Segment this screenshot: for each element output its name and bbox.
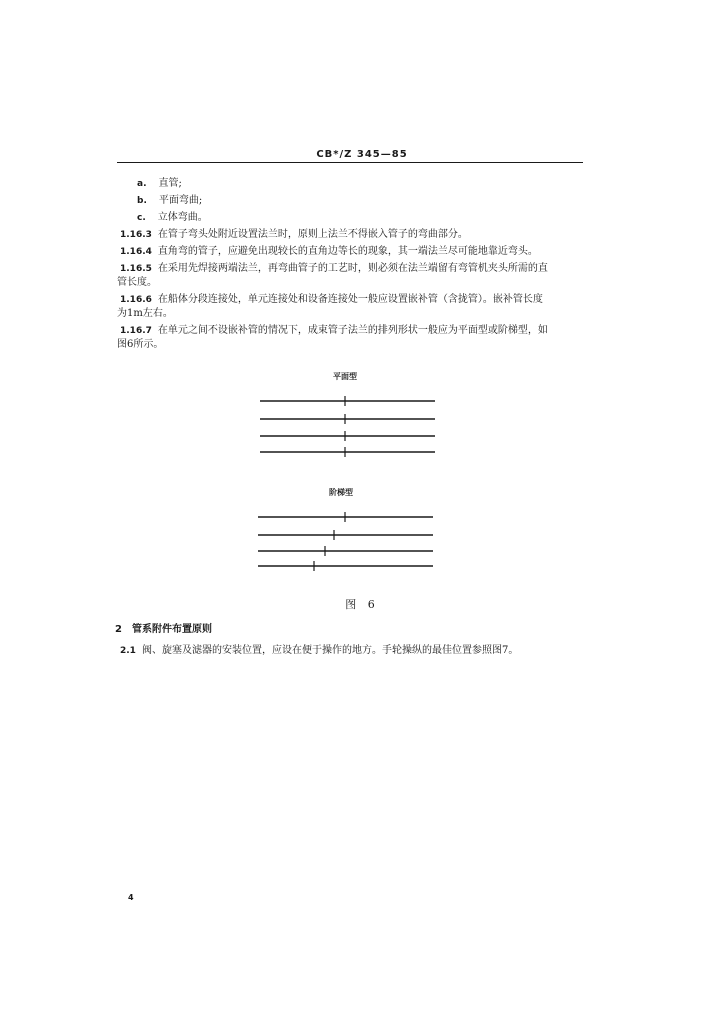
clause-1-16-7-continuation: 图6所示。: [117, 339, 164, 350]
clause-2-1: [120, 645, 518, 657]
page-number: 4: [128, 893, 134, 902]
list-item-a: [137, 178, 182, 190]
clause-1-16-3: [120, 229, 468, 241]
clause-1-16-7: [120, 325, 548, 337]
section-heading: [115, 620, 212, 635]
clause-text: 直角弯的管子，应避免出现较长的直角边等长的现象，其一端法兰尽可能地靠近弯头。: [157, 246, 538, 257]
clause-1-16-6-continuation: 为1m左右。: [117, 308, 173, 319]
header-rule: [117, 162, 583, 163]
list-text: 立体弯曲。: [157, 212, 208, 223]
clause-number: 1.16.7: [120, 326, 152, 336]
list-text: 直管;: [158, 178, 182, 189]
section-title: 管系附件布置原则: [131, 624, 212, 635]
list-letter: b.: [137, 196, 147, 206]
clause-number: 2.1: [120, 646, 136, 656]
clause-number: 1.16.3: [120, 230, 152, 240]
clause-1-16-4: [120, 246, 538, 258]
clause-text: 在单元之间不设嵌补管的情况下，成束管子法兰的排列形状一般应为平面型或阶梯型，如: [157, 325, 548, 336]
figure-caption: 图 6: [345, 598, 379, 611]
list-item-c: [137, 212, 208, 224]
section-number: 2: [115, 624, 122, 635]
clause-number: 1.16.5: [120, 264, 152, 274]
clause-text: 在采用先焊接两端法兰，再弯曲管子的工艺时，则必须在法兰端留有弯管机夹头所需的直: [157, 263, 548, 274]
clause-text: 在管子弯头处附近设置法兰时，原则上法兰不得嵌入管子的弯曲部分。: [157, 229, 468, 240]
list-letter: a.: [137, 179, 147, 189]
clause-number: 1.16.4: [120, 247, 152, 257]
clause-1-16-5: [120, 263, 548, 275]
clause-1-16-5-continuation: 管长度。: [117, 277, 157, 288]
figure-label-stepped: 阶梯型: [329, 487, 353, 497]
list-text: 平面弯曲;: [158, 195, 203, 206]
planar-arrangement-diagram: [250, 392, 450, 462]
clause-text: 阀、旋塞及滤器的安装位置，应设在便于操作的地方。手轮操纵的最佳位置参照图7。: [141, 645, 519, 656]
list-item-b: [137, 195, 202, 207]
clause-text: 在船体分段连接处，单元连接处和设备连接处一般应设置嵌补管（含拢管）。嵌补管长度: [157, 294, 543, 305]
clause-number: 1.16.6: [120, 295, 152, 305]
list-letter: c.: [137, 213, 146, 223]
clause-1-16-6: [120, 294, 543, 306]
figure-label-planar: 平面型: [333, 371, 357, 381]
standard-code: CB*/Z 345—85: [316, 149, 408, 160]
stepped-arrangement-diagram: [250, 508, 450, 578]
